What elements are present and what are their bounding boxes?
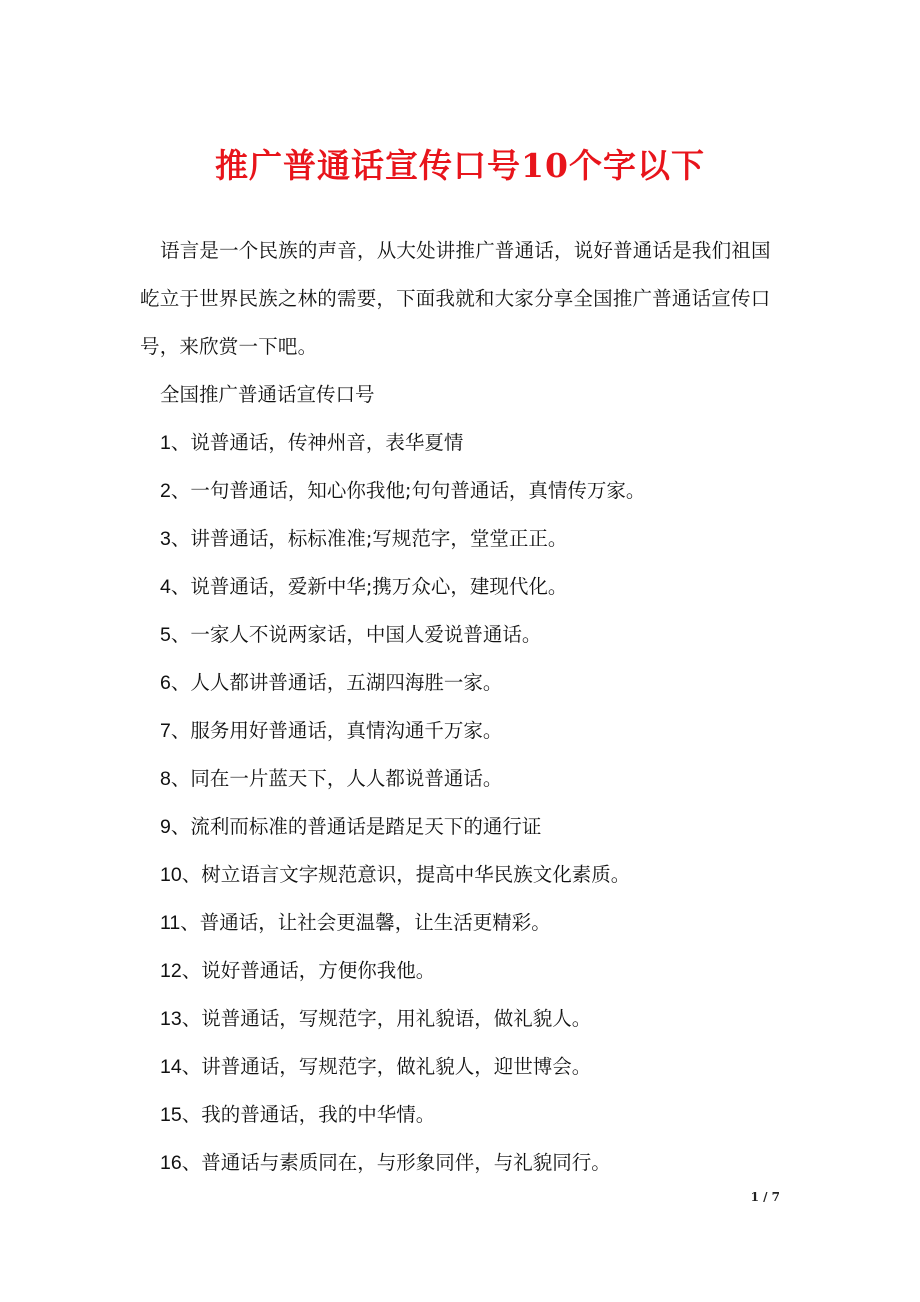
slogan-text: 、说好普通话，方便你我他。 bbox=[181, 959, 436, 982]
slogan-text: 、讲普通话，标标准准;写规范字，堂堂正正。 bbox=[170, 527, 568, 550]
slogan-text: 、流利而标准的普通话是踏足天下的通行证 bbox=[170, 815, 542, 838]
slogan-text: 、普通话，让社会更温馨，让生活更精彩。 bbox=[180, 911, 551, 934]
slogan-text: 、我的普通话，我的中华情。 bbox=[181, 1103, 436, 1126]
slogan-number: 12 bbox=[160, 960, 182, 982]
slogan-text: 、人人都讲普通话，五湖四海胜一家。 bbox=[170, 671, 503, 694]
slogan-text: 、一家人不说两家话，中国人爱说普通话。 bbox=[170, 623, 542, 646]
slogan-number: 2 bbox=[160, 480, 171, 502]
slogan-item bbox=[140, 707, 782, 755]
slogan-item bbox=[140, 851, 782, 899]
slogan-number: 7 bbox=[160, 720, 171, 742]
slogan-number: 10 bbox=[160, 864, 182, 886]
slogan-text: 、树立语言文字规范意识，提高中华民族文化素质。 bbox=[181, 863, 631, 886]
slogan-item bbox=[140, 995, 782, 1043]
section-heading: 全国推广普通话宣传口号 bbox=[160, 383, 375, 406]
slogan-item bbox=[140, 899, 782, 947]
slogan-item bbox=[140, 803, 782, 851]
intro-paragraph: 语言是一个民族的声音，从大处讲推广普通话，说好普通话是我们祖国屹立于世界民族之林的需要，下面我就和大家分享全国推广普通话宣传口号，来欣赏一下吧。 bbox=[140, 239, 771, 358]
slogan-text: 、说普通话，写规范字，用礼貌语，做礼貌人。 bbox=[181, 1007, 592, 1030]
slogan-text: 、说普通话，传神州音，表华夏情 bbox=[170, 431, 464, 454]
slogan-item bbox=[140, 1043, 782, 1091]
slogan-item bbox=[140, 659, 782, 707]
page-number: 1 / 7 bbox=[750, 1190, 780, 1204]
slogan-number: 4 bbox=[160, 576, 171, 598]
slogan-list bbox=[140, 419, 782, 1187]
slogan-text: 、讲普通话，写规范字，做礼貌人，迎世博会。 bbox=[181, 1055, 592, 1078]
slogan-text: 、一句普通话，知心你我他;句句普通话，真情传万家。 bbox=[170, 479, 646, 502]
slogan-item bbox=[140, 419, 782, 467]
slogan-item bbox=[140, 947, 782, 995]
slogan-number: 16 bbox=[160, 1152, 182, 1174]
document-title: 推广普通话宣传口号10个字以下 bbox=[215, 146, 705, 185]
slogan-number: 15 bbox=[160, 1104, 182, 1126]
slogan-text: 、服务用好普通话，真情沟通千万家。 bbox=[170, 719, 503, 742]
slogan-number: 1 bbox=[160, 432, 171, 454]
slogan-text: 、同在一片蓝天下，人人都说普通话。 bbox=[170, 767, 503, 790]
slogan-number: 11 bbox=[160, 912, 181, 934]
slogan-number: 8 bbox=[160, 768, 171, 790]
slogan-item bbox=[140, 467, 782, 515]
slogan-item bbox=[140, 611, 782, 659]
slogan-item bbox=[140, 755, 782, 803]
slogan-number: 6 bbox=[160, 672, 171, 694]
slogan-text: 、说普通话，爱新中华;携万众心，建现代化。 bbox=[170, 575, 568, 598]
slogan-item bbox=[140, 563, 782, 611]
slogan-item bbox=[140, 1139, 782, 1187]
slogan-number: 14 bbox=[160, 1056, 182, 1078]
slogan-item bbox=[140, 1091, 782, 1139]
slogan-number: 13 bbox=[160, 1008, 182, 1030]
slogan-item bbox=[140, 515, 782, 563]
document-body bbox=[140, 227, 782, 1187]
slogan-text: 、普通话与素质同在，与形象同伴，与礼貌同行。 bbox=[181, 1151, 611, 1174]
slogan-number: 5 bbox=[160, 624, 171, 646]
slogan-number: 3 bbox=[160, 528, 171, 550]
slogan-number: 9 bbox=[160, 816, 171, 838]
